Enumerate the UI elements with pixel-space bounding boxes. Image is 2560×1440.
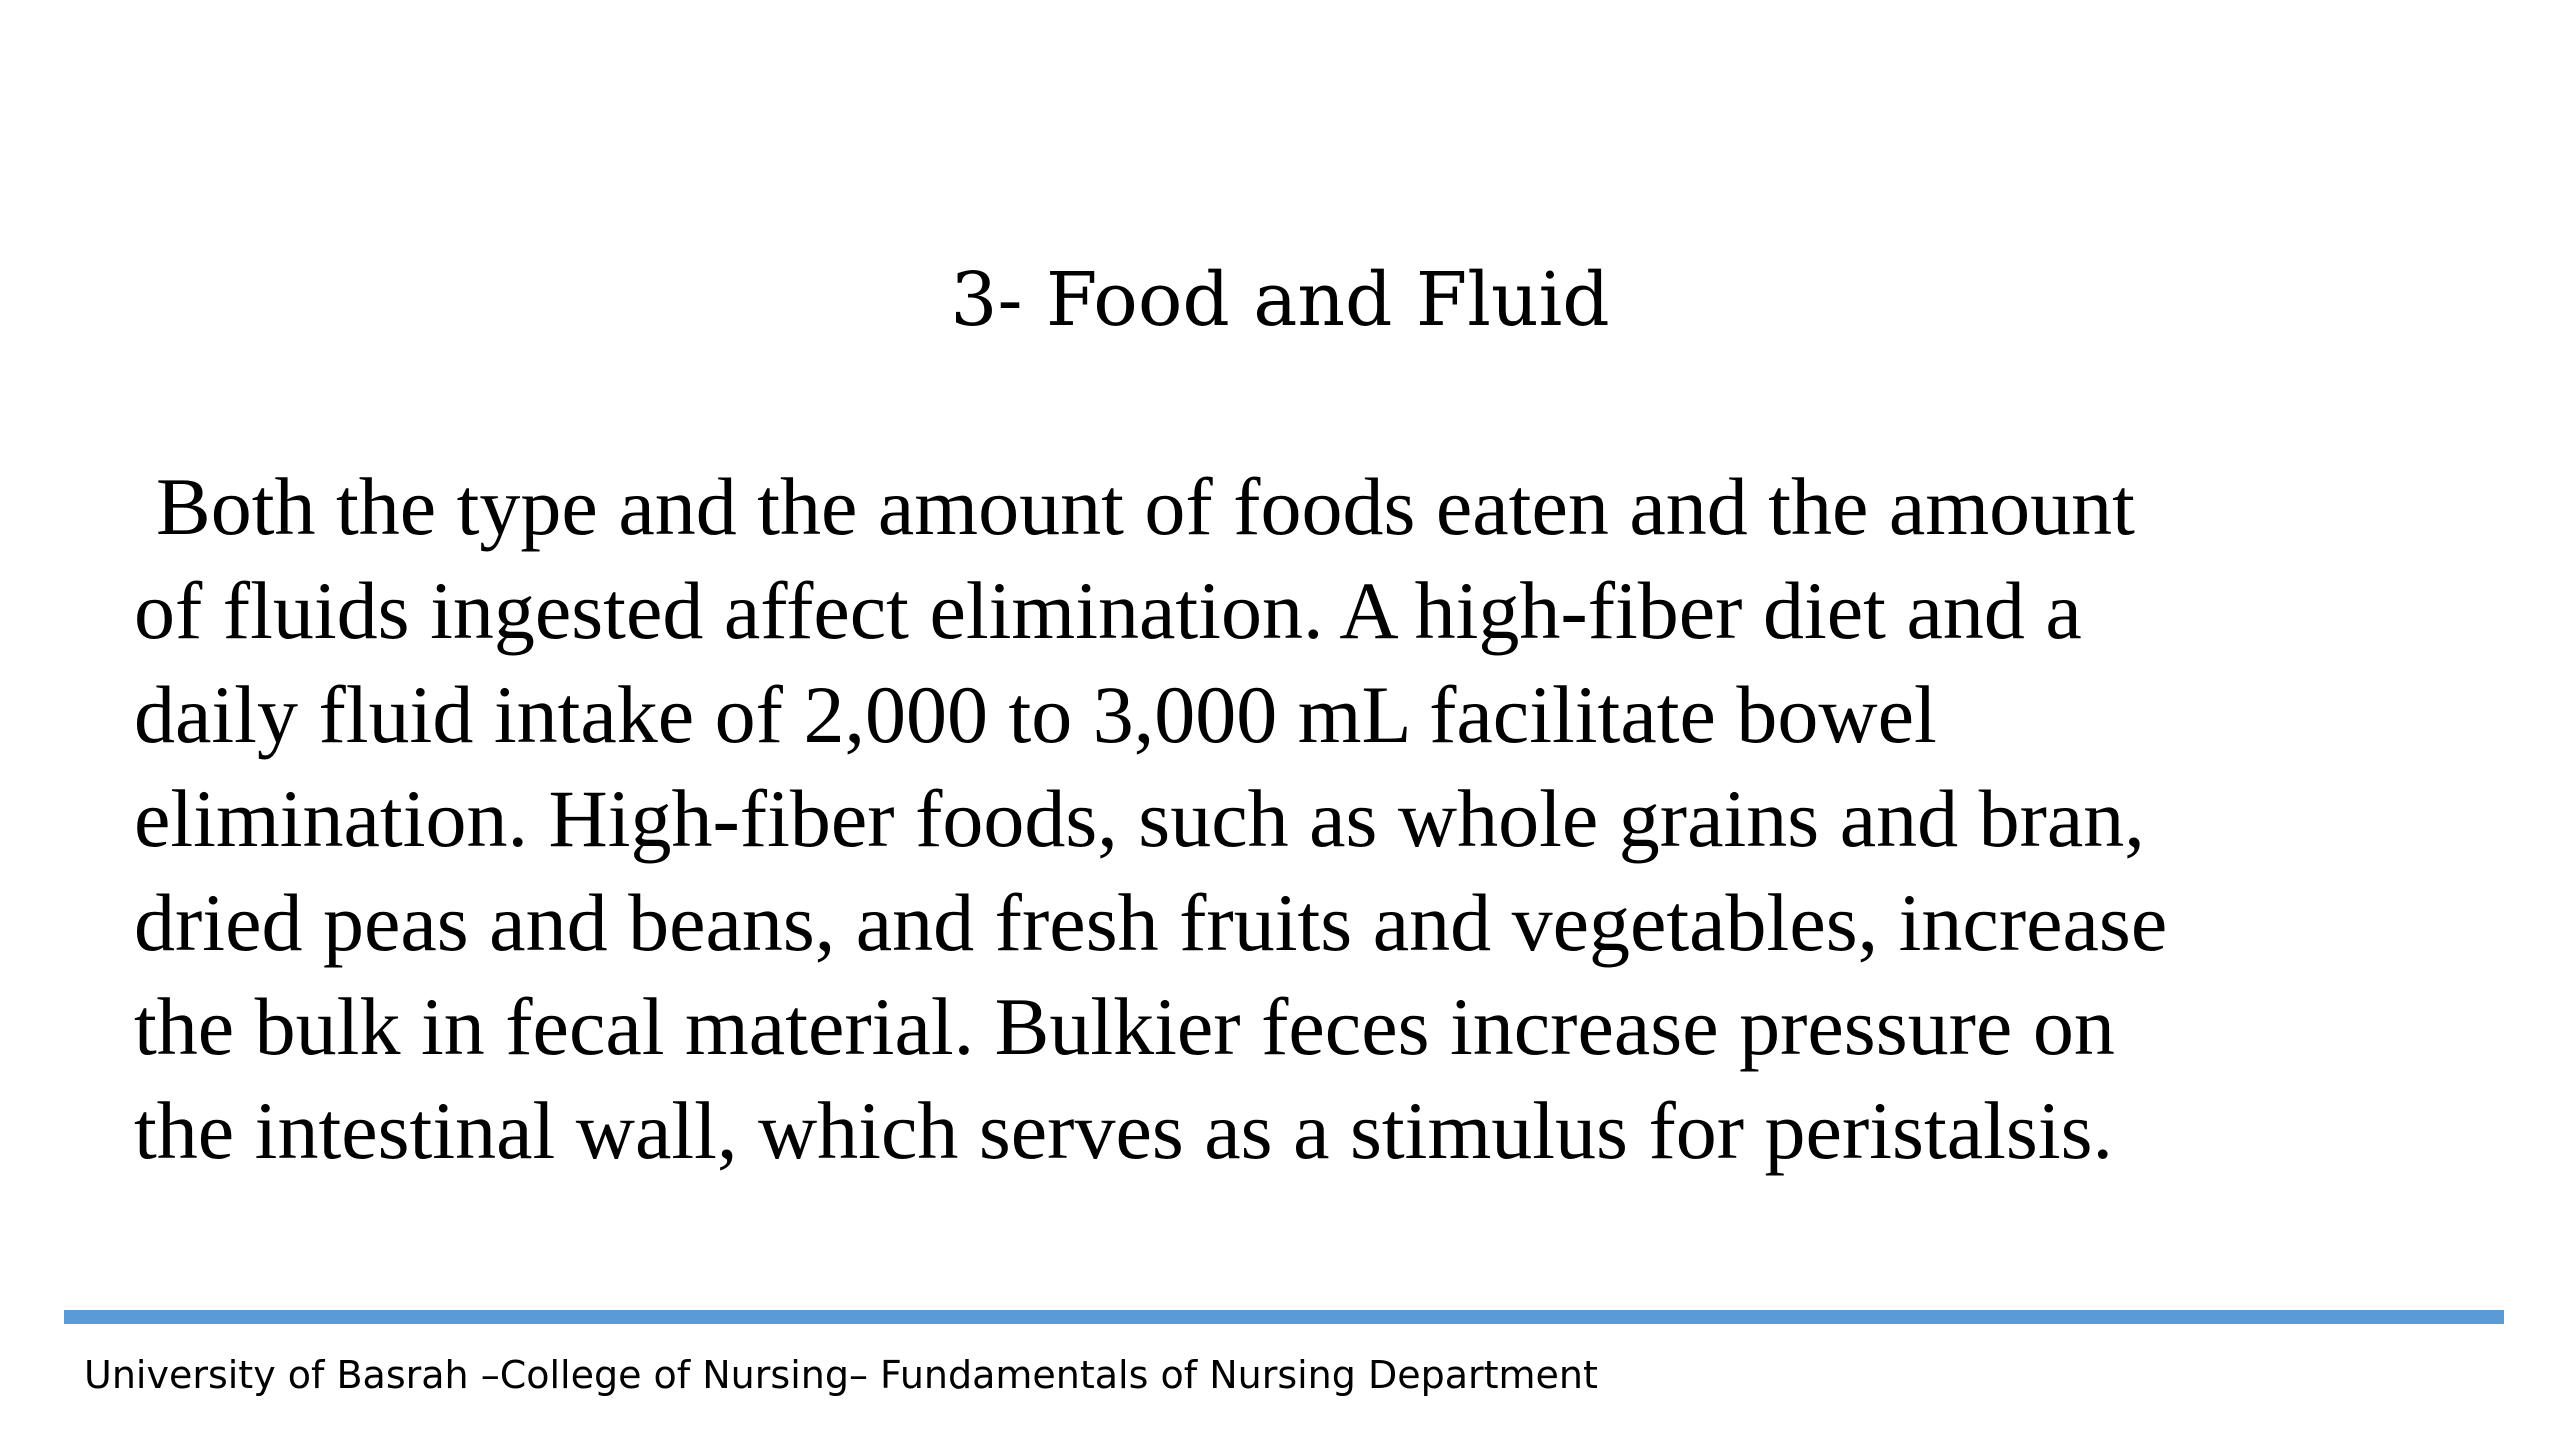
slide-title: 3- Food and Fluid [950,257,1610,343]
body-line: the bulk in fecal material. Bulkier feces increase pressure on [134,981,2115,1072]
slide-body-paragraph [134,455,2514,1183]
body-line: the intestinal wall, which serves as a stimulus for peristalsis. [134,1085,2114,1176]
body-line: daily fluid intake of 2,000 to 3,000 mL facilitate bowel [134,669,1937,760]
body-line: dried peas and beans, and fresh fruits and vegetables, increase [134,877,2168,968]
body-line: elimination. High-fiber foods, such as whole grains and bran, [134,773,2145,864]
body-line: of fluids ingested affect elimination. A high-fiber diet and a [134,565,2082,656]
footer-divider [64,1310,2504,1324]
footer-text: University of Basrah –College of Nursing– Fundamentals of Nursing Department [84,1353,1598,1397]
body-line: Both the type and the amount of foods eaten and the amount [156,461,2135,552]
